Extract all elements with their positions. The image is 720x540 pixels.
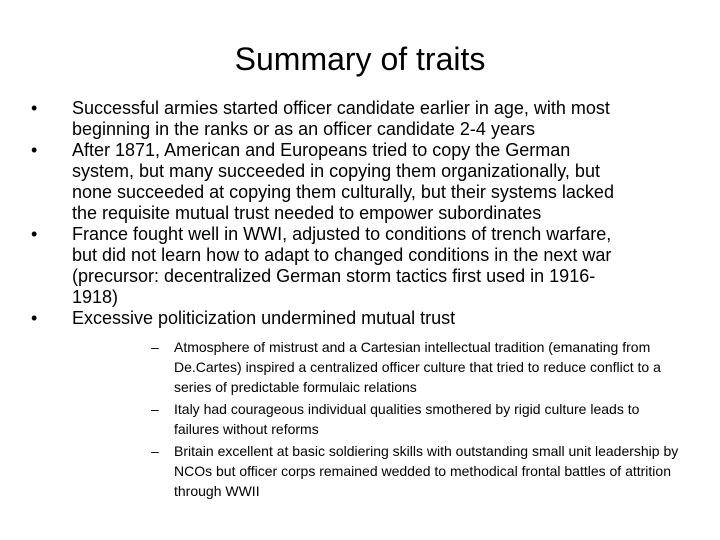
bullet-text-line: none succeeded at copying them culturally, but their systems lacked — [72, 182, 614, 202]
bullet-text-line: but did not learn how to adapt to changed conditions in the next war — [72, 245, 612, 265]
sub-bullet-marker: – — [151, 401, 159, 417]
sub-bullet-text-line: through WWII — [174, 483, 260, 499]
sub-bullet-item — [72, 441, 720, 501]
bullet-marker: • — [31, 308, 38, 328]
bullet-text-line: Excessive politicization undermined mutual trust — [72, 308, 456, 328]
bullet-item — [0, 98, 684, 140]
bullet-text-line: 1918) — [72, 287, 119, 307]
slide-title: Summary of traits — [234, 41, 486, 77]
bullet-list — [0, 98, 720, 503]
sub-bullet-text-line: failures without reforms — [174, 421, 319, 437]
sub-bullet-text-line: Britain excellent at basic soldiering skills with outstanding small unit leadership by — [174, 443, 679, 459]
sub-bullet-item — [72, 399, 720, 439]
bullet-text-line: Successful armies started officer candidate earlier in age, with most — [72, 98, 610, 118]
bullet-item — [0, 224, 684, 308]
sub-bullet-marker: – — [151, 443, 159, 459]
bullet-marker: • — [31, 224, 38, 244]
sub-bullet-list — [72, 337, 684, 501]
sub-bullet-marker: – — [151, 339, 159, 355]
bullet-text-line: the requisite mutual trust needed to empower subordinates — [72, 203, 542, 223]
sub-bullet-text-line: series of predictable formulaic relations — [174, 379, 417, 395]
bullet-text-line: system, but many succeeded in copying them organizationally, but — [72, 161, 600, 181]
bullet-text-line: (precursor: decentralized German storm tactics first used in 1916- — [72, 266, 596, 286]
sub-bullet-item — [72, 337, 720, 397]
bullet-marker: • — [31, 140, 38, 160]
sub-bullet-text-line: Atmosphere of mistrust and a Cartesian intellectual tradition (emanating from — [174, 339, 651, 355]
sub-bullet-text-line: Italy had courageous individual qualities smothered by rigid culture leads to — [174, 401, 640, 417]
bullet-text-line: beginning in the ranks or as an officer candidate 2-4 years — [72, 119, 535, 139]
bullet-text-line: France fought well in WWI, adjusted to conditions of trench warfare, — [72, 224, 612, 244]
bullet-text-line: After 1871, American and Europeans tried to copy the German — [72, 140, 571, 160]
bullet-item — [0, 140, 684, 224]
sub-bullet-text-line: De.Cartes) inspired a centralized officer culture that tried to reduce conflict to a — [174, 359, 661, 375]
bullet-item — [0, 308, 684, 501]
bullet-marker: • — [31, 98, 38, 118]
sub-bullet-text-line: NCOs but officer corps remained wedded to methodical frontal battles of attrition — [174, 463, 671, 479]
